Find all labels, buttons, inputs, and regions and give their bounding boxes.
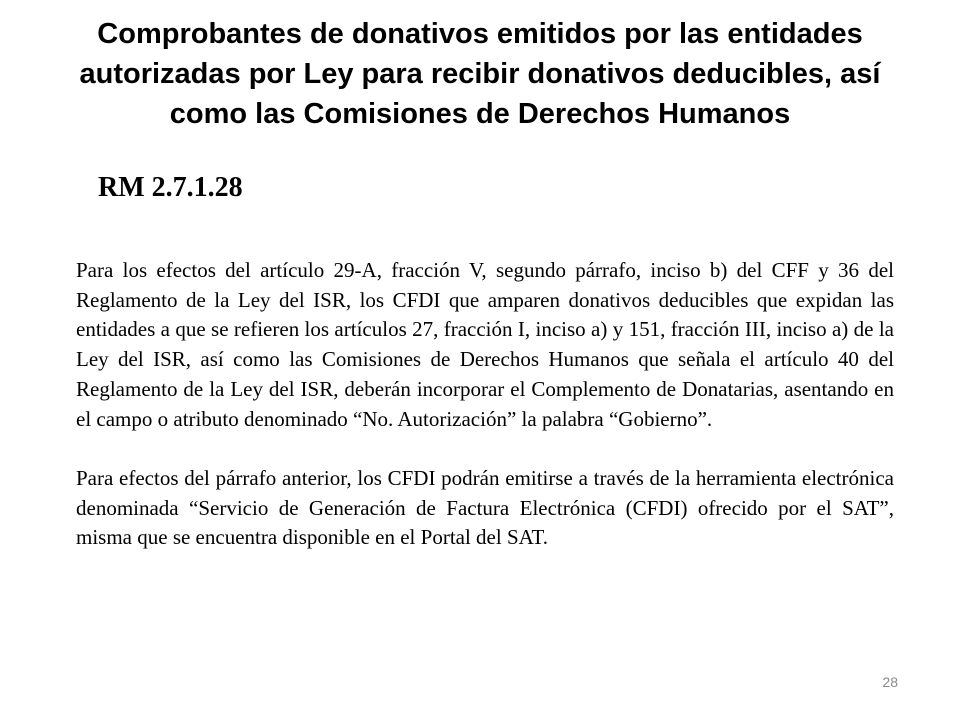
body-paragraph-1: Para los efectos del artículo 29-A, fracción V, segundo párrafo, inciso b) del CFF y 36 del Reglamento de la Ley del ISR, los CFDI que amparen donativos deducibles que expidan las entidades a que se refieren los artículos 27, fracción I, inciso a) y 151, fracción III, inciso a) de la Ley del ISR, así como las Comisiones de Derechos Humanos que señala el artículo 40 del Reglamento de la Ley del ISR, deberán incorporar el Complemento de Donatarias, asentando en el campo o atributo denominado “No. Autorización” la palabra “Gobierno”.: [76, 258, 894, 431]
body-paragraph-2: Para efectos del párrafo anterior, los CFDI podrán emitirse a través de la herramienta electrónica denominada “Servicio de Generación de Factura Electrónica (CFDI) ofrecido por el SAT”, misma que se encuentra disponible en el Portal del SAT.: [76, 465, 894, 550]
slide-body: [76, 256, 894, 553]
slide-title: Comprobantes de donativos emitidos por las entidades autorizadas por Ley para recibir donativos deducibles, así como las Comisiones de Derechos Humanos: [79, 18, 881, 130]
rule-identifier: RM 2.7.1.28: [98, 172, 243, 203]
page-number: 28: [882, 674, 898, 690]
